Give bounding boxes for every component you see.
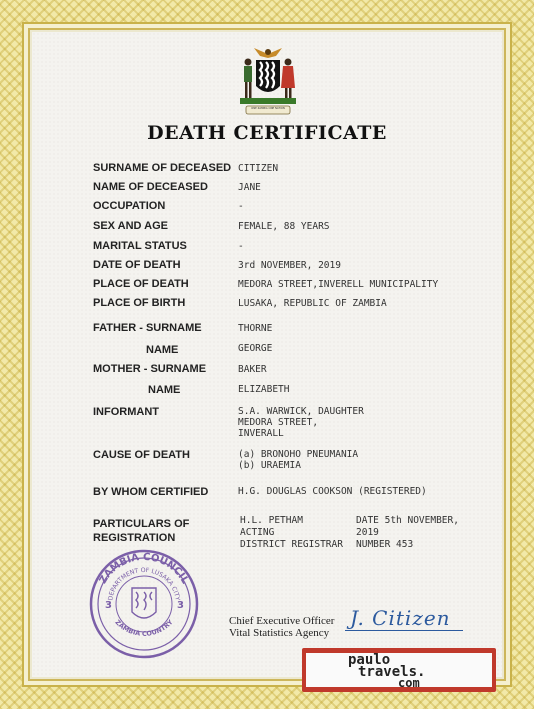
marital-status-label: MARITAL STATUS xyxy=(93,240,187,252)
cause-of-death-line-1: (a) BRONOHO PNEUMANIA xyxy=(238,449,359,460)
place-of-death-value: MEDORA STREET,INVERELL MUNICIPALITY xyxy=(238,279,439,290)
svg-text:ZAMBIA COUNTRY xyxy=(113,618,174,638)
registration-left-line-3: DISTRICT REGISTRAR xyxy=(240,539,343,550)
registration-label-line-1: PARTICULARS OF xyxy=(93,518,190,530)
informant-line-3: INVERALL xyxy=(238,428,284,439)
registration-right-line-3: NUMBER 453 xyxy=(356,539,414,550)
mother-surname-value: BAKER xyxy=(238,364,267,375)
watermark-line-2: travels. xyxy=(358,664,426,680)
place-of-birth-label: PLACE OF BIRTH xyxy=(93,297,186,309)
document-title: DEATH CERTIFICATE xyxy=(147,122,387,144)
surname-of-deceased-label: SURNAME OF DECEASED xyxy=(93,162,232,174)
sex-and-age-value: FEMALE, 88 YEARS xyxy=(238,221,330,232)
seal-left-number: 3 xyxy=(105,600,112,611)
seal-outer-text: ZAMBIA COUNCIL xyxy=(97,551,191,586)
seal-right-number: 3 xyxy=(177,600,184,611)
father-name-label: NAME xyxy=(146,344,179,356)
name-of-deceased-label: NAME OF DECEASED xyxy=(93,181,208,193)
date-of-death-label: DATE OF DEATH xyxy=(93,259,181,271)
name-of-deceased-value: JANE xyxy=(238,182,261,193)
father-surname-value: THORNE xyxy=(238,323,273,334)
registration-right-line-2: 2019 xyxy=(356,527,379,538)
certified-by-value: H.G. DOUGLAS COOKSON (REGISTERED) xyxy=(238,486,427,497)
sex-and-age-label: SEX AND AGE xyxy=(93,220,168,232)
cause-of-death-line-2: (b) URAEMIA xyxy=(238,460,301,471)
signatory-title: Chief Executive Officer xyxy=(229,615,335,627)
registration-left-line-1: H.L. PETHAM xyxy=(240,515,303,526)
mother-surname-label: MOTHER - SURNAME xyxy=(93,363,207,375)
watermark-line-1: paulo xyxy=(348,652,391,668)
registration-label-line-2: REGISTRATION xyxy=(93,532,176,544)
place-of-death-label: PLACE OF DEATH xyxy=(93,278,189,290)
watermark-badge xyxy=(302,648,496,692)
signature-underline xyxy=(345,630,463,631)
cause-of-death-label: CAUSE OF DEATH xyxy=(93,449,190,461)
certified-by-label: BY WHOM CERTIFIED xyxy=(93,486,209,498)
registration-right-line-1: DATE 5th NOVEMBER, xyxy=(356,515,459,526)
signatory-agency: Vital Statistics Agency xyxy=(229,627,330,639)
marital-status-value: - xyxy=(238,241,244,252)
informant-line-2: MEDORA STREET, xyxy=(238,417,319,428)
occupation-label: OCCUPATION xyxy=(93,200,166,212)
mother-name-value: ELIZABETH xyxy=(238,384,290,395)
emblem-motto: ONE ZAMBIA ONE NATION xyxy=(251,107,285,110)
registration-left-line-2: ACTING xyxy=(240,527,275,538)
council-seal-icon xyxy=(88,548,200,660)
informant-label: INFORMANT xyxy=(93,406,159,418)
seal-inner-text: DEPARTMENT OF LUSAKA CITY xyxy=(107,566,181,602)
seal-bottom-text: ZAMBIA COUNTRY xyxy=(113,618,175,638)
surname-of-deceased-value: CITIZEN xyxy=(238,163,279,174)
date-of-death-value: 3rd NOVEMBER, 2019 xyxy=(238,260,341,271)
place-of-birth-value: LUSAKA, REPUBLIC OF ZAMBIA xyxy=(238,298,387,309)
father-surname-label: FATHER - SURNAME xyxy=(93,322,202,334)
informant-line-1: S.A. WARWICK, DAUGHTER xyxy=(238,406,364,417)
signature: J. Citizen xyxy=(350,606,451,630)
father-name-value: GEORGE xyxy=(238,343,273,354)
mother-name-label: NAME xyxy=(148,384,181,396)
watermark-line-3: com xyxy=(398,676,420,690)
occupation-value: - xyxy=(238,201,244,212)
